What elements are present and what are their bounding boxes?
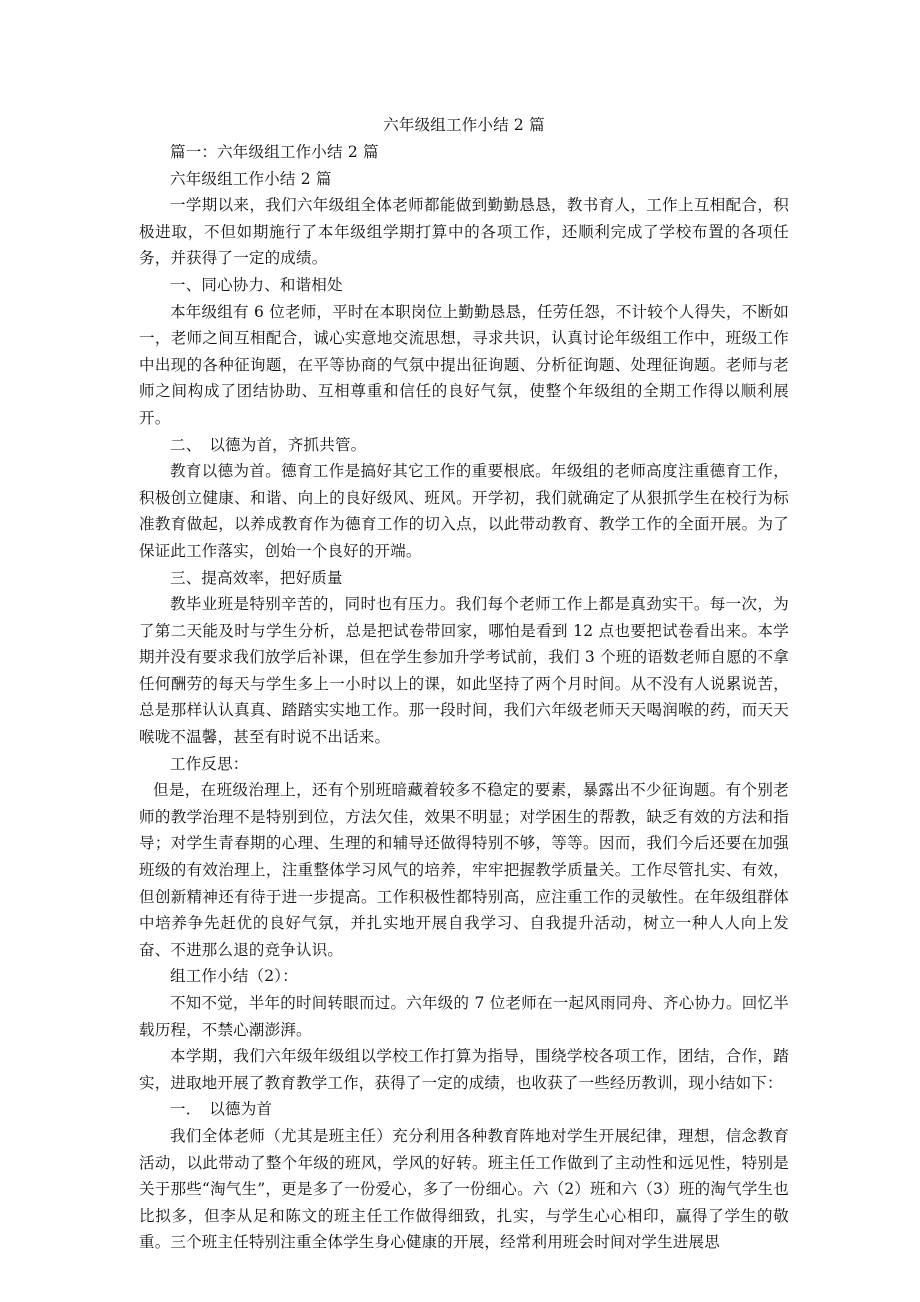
- paragraph: 我们全体老师（尤其是班主任）充分利用各种教育阵地对学生开展纪律，理想，信念教育活动，以此带动了整个年级的班风，学风的好转。班主任工作做到了主动性和远见性，特别是关于那些“淘气生”，更是多了一份爱心，多了一份细心。六（2）班和六（3）班的淘气学生也比拟多，但李从足和陈文的班主任工作做得细致，扎实，与学生心心相印，赢得了学生的敬重。三个班主任特别注重全体学生身心健康的开展，经常利用班会时间对学生进展思: [139, 1126, 789, 1252]
- subtitle: 六年级组工作小结 2 篇: [170, 169, 332, 188]
- document-body: [139, 112, 789, 1256]
- paragraph: 教育以德为首。德育工作是搞好其它工作的重要根底。年级组的老师高度注重德育工作，积极创立健康、和谐、向上的良好级风、班风。开学初，我们就确定了从狠抓学生在校行为标准教育做起，以养成教育作为德育工作的切入点，以此带动教育、教学工作的全面开展。为了保证此工作落实，创始一个良好的开端。: [139, 462, 789, 560]
- section-heading: 一、同心协力、和谐相处: [170, 275, 343, 294]
- paragraph: 但是，在班级治理上，还有个别班暗藏着较多不稳定的要素，暴露出不少征询题。有个别老师的教学治理不是特别到位，方法欠佳，效果不明显；对学困生的帮教，缺乏有效的方法和指导；对学生青春期的心理、生理的和辅导还做得特别不够，等等。因而，我们今后还要在加强班级的有效治理上，注重整体学习风气的培养，牢牢把握教学质量关。工作尽管扎实、有效，但创新精神还有待于进一步提高。工作积极性都特别高，应注重工作的灵敏性。在年级组群体中培养争先赶优的良好气氛，并扎实地开展自我学习、自我提升活动，树立一种人人向上发奋、不进那么退的竞争认识。: [139, 781, 789, 959]
- paragraph: 本学期，我们六年级年级组以学校工作打算为指导，围绕学校各项工作，团结，合作，踏实，进取地开展了教育教学工作，获得了一定的成绩，也收获了一些经历教训，现小结如下：: [139, 1047, 789, 1092]
- paragraph: 本年级组有 6 位老师，平时在本职岗位上勤勤恳恳，任劳任怨，不计较个人得失，不断如一，老师之间互相配合，诚心实意地交流思想，寻求共识，认真讨论年级组工作中，班级工作中出现的各种征询题，在平等协商的气氛中提出征询题、分析征询题、处理征询题。老师与老师之间构成了团结协助、互相尊重和信任的良好气氛，使整个年级组的全期工作得以顺利展开。: [139, 302, 789, 427]
- section-heading: 二、 以德为首，齐抓共管。: [170, 435, 367, 454]
- section-heading: 组工作小结（2）：: [170, 967, 298, 986]
- paragraph: 教毕业班是特别辛苦的，同时也有压力。我们每个老师工作上都是真劲实干。每一次，为了第二天能及时与学生分析，总是把试卷带回家，哪怕是看到 12 点也要把试卷看出来。本学期并没有要求我们放学后补课，但在学生参加升学考试前，我们 3 个班的语数老师自愿的不拿任何酬劳的每天与学生多上一小时以上的课，如此坚持了两个月时间。从不没有人说累说苦，总是那样认认真真、踏踏实实地工作。那一段时间，我们六年级老师天天喝润喉的药，而天天喉咙不温馨，甚至有时说不出话来。: [139, 595, 789, 747]
- section-heading: 一． 以德为首: [170, 1100, 273, 1119]
- section-heading: 工作反思：: [170, 754, 249, 773]
- paragraph: 一学期以来，我们六年级组全体老师都能做到勤勤恳恳，教书育人，工作上互相配合，积极进取，不但如期施行了本年级组学期打算中的各项工作，还顺利完成了学校布置的各项任务，并获得了一定的成绩。: [139, 196, 789, 268]
- document-title: 六年级组工作小结 2 篇: [383, 116, 545, 134]
- section-heading: 三、提高效率，把好质量: [170, 568, 343, 587]
- paragraph: 不知不觉，半年的时间转眼而过。六年级的 7 位老师在一起风雨同舟、齐心协力。回忆半载历程，不禁心潮澎湃。: [139, 994, 789, 1039]
- section-heading: 篇一：六年级组工作小结 2 篇: [170, 143, 379, 161]
